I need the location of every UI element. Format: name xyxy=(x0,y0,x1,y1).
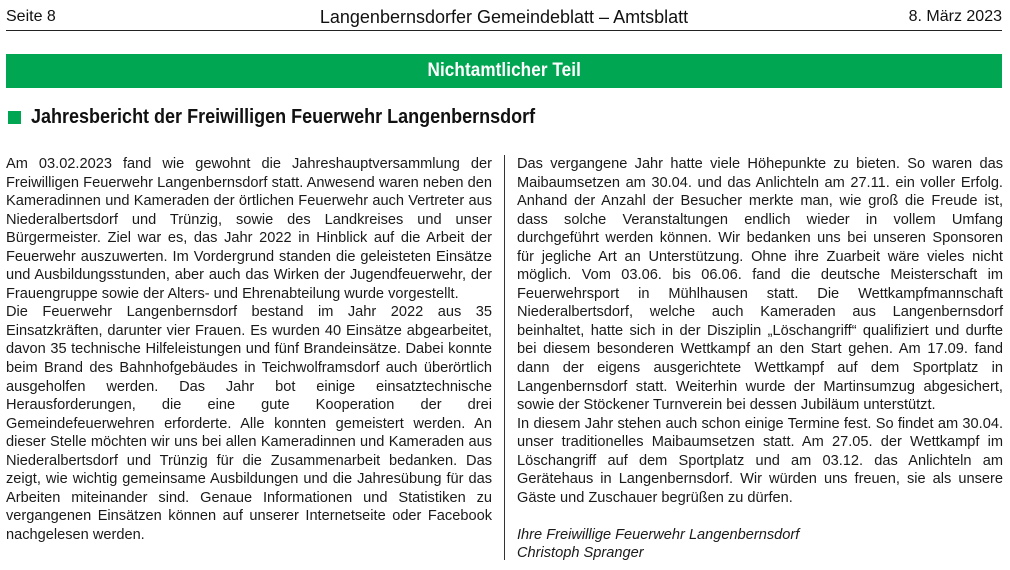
paragraph: Die Feuerwehr Langenbernsdorf bestand im Jahr 2022 aus 35 Einsatzkräften, darunter vier Frauen. Es wurden 40 Einsätze abgearbeitet, davon 35 technische Hilfeleistungen und fünf Brandeinsätze. Dabei konnte beim Brand des Bahnhofgebäudes in Teichwolframsdorf auch überörtlich ausgeholfen werden. Das Jahr bot einige einsatztechnische Herausforderungen, die eine gute Kooperation der drei Gemeindefeuerwehren erforderte. Alle konnten gemeistert werden. An dieser Stelle möchten wir uns bei allen Kameradinnen und Kameraden aus Niederalbertsdorf und Trünzig für die Zusammenarbeit bedanken. Das zeigt, wie wichtig gemeinsame Ausbildungen und die Jahresübung für das Arbeiten miteinander sind. Genaue Informationen und Statistiken zu vergangenen Einsätzen können auf unserer Internetseite oder Facebook nachgelesen werden. xyxy=(6,304,492,543)
publication-title: Langenbernsdorfer Gemeindeblatt – Amtsblatt xyxy=(319,6,689,27)
article-heading xyxy=(8,104,591,130)
issue-date: 8. März 2023 xyxy=(908,8,1002,25)
signature-organization: Ihre Freiwillige Feuerwehr Langenbernsdorf xyxy=(517,526,800,543)
paragraph: Das vergangene Jahr hatte viele Höhepunkte zu bieten. So waren das Maibaumsetzen am 30.04. und das Anlichteln am 27.11. ein voller Erfolg. Anhand der Anzahl der Besucher merkte man, wie groß die Freude ist, dass solche Veranstaltungen endlich wieder in vollem Umfang durchgeführt werden können. Wir bedanken uns bei unseren Sponsoren für jegliche Art an Unterstützung. Ohne ihre Zuarbeit wäre vieles nicht möglich. Vom 03.06. bis 06.06. fand die deutsche Meisterschaft im Feuerwehrsport in Mühlhausen statt. Die Wettkampfmannschaft Niederalbertsdorf, welche auch Kameraden aus Langenbernsdorf beinhaltet, hatte sich in der Disziplin „Löschangriff“ qualifiziert und durfte bei diesem besonderen Wettkampf an den Start gehen. Am 17.09. fand dann der eigens ausgerichtete Wettkampf auf dem Sportplatz in Langenbernsdorf statt. Weiterhin wurde der Martinsumzug abgesichert, sowie der Stöckener Turnverein bei dessen Jubiläum unterstützt. xyxy=(517,156,1003,414)
green-square-icon xyxy=(8,111,21,124)
section-banner-label: Nichtamtlicher Teil xyxy=(427,60,581,81)
article-title: Jahresbericht der Freiwilligen Feuerwehr Langenbernsdorf xyxy=(31,105,536,128)
signature-author: Christoph Spranger xyxy=(517,545,644,562)
article-column-right xyxy=(517,155,1003,563)
paragraph: Am 03.02.2023 fand wie gewohnt die Jahreshauptversammlung der Freiwilligen Feuerwehr Langenbernsdorf statt. Anwesend waren neben den Kameradinnen und Kameraden der örtlichen Feuerwehr auch Vertreter aus Niederalbertsdorf und Trünzig, sowie des Landkreises und unser Bürgermeister. Ziel war es, das Jahr 2022 in Hinblick auf die Arbeit der Feuerwehr auszuwerten. Im Vordergrund standen die geleisteten Einsätze und Ausbildungsstunden, aber auch das Wirken der Jugendfeuerwehr, der Frauengruppe sowie der Alters- und Ehrenabteilung wurde vorgestellt. xyxy=(6,156,492,302)
section-banner xyxy=(6,54,1002,88)
page-header xyxy=(6,4,1002,31)
article-column-left xyxy=(6,155,492,544)
page-number: Seite 8 xyxy=(6,8,56,25)
paragraph: In diesem Jahr stehen auch schon einige Termine fest. So findet am 30.04. unser traditionelles Maibaumsetzen statt. Am 27.05. der Wettkampf im Löschangriff auf dem Sportplatz und am 03.12. das Anlichteln am Gerätehaus in Langenbernsdorf. Wir würden uns freuen, sie als unsere Gäste und Zuschauer begrüßen zu dürfen. xyxy=(517,415,1003,506)
column-divider xyxy=(504,155,505,560)
